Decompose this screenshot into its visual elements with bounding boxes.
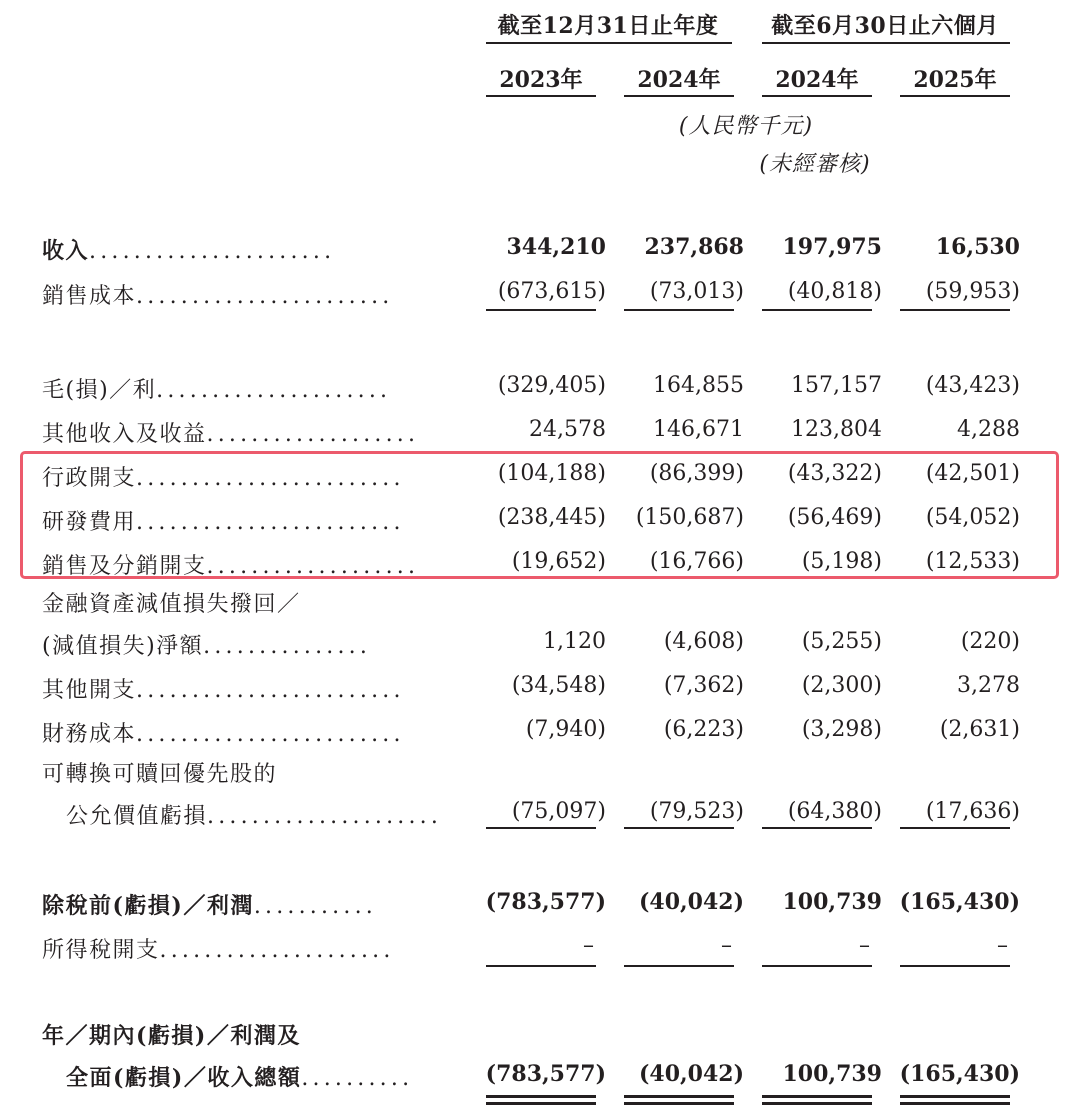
value-cell: 123,804 <box>791 417 882 442</box>
row-label <box>42 234 335 265</box>
value-cell: (783,577) <box>485 889 606 915</box>
total-double-line-a-col3 <box>762 1095 872 1098</box>
value-cell: (783,577) <box>485 1061 606 1087</box>
value-cell: (42,501) <box>925 461 1020 486</box>
row-label-text: 金融資產減值損失撥回／ <box>42 592 301 617</box>
header-year-underline-col1 <box>486 95 596 97</box>
value-cell: (2,300) <box>801 673 882 698</box>
dot-leader: ............... <box>203 634 372 659</box>
value-cell: (75,097) <box>511 799 606 824</box>
value-cell: (4,608) <box>663 629 744 654</box>
header-fiscal-year-group: 截至12月31日止年度 <box>497 13 719 39</box>
total-double-line-a-col2 <box>624 1095 734 1098</box>
row-label-text: 財務成本 <box>42 722 137 747</box>
row-label-text: 所得稅開支 <box>42 938 160 963</box>
row-label <box>42 587 301 618</box>
header-year-col3: 2024年 <box>775 67 859 93</box>
row-label-text: 年／期內(虧損)／利潤及 <box>42 1023 301 1049</box>
total-double-line-b-col3 <box>762 1102 872 1105</box>
header-half-year-underline <box>762 42 1010 44</box>
value-cell: 157,157 <box>791 373 882 398</box>
header-year-underline-col2 <box>624 95 734 97</box>
unit-note: (人民幣千元) <box>678 114 814 139</box>
value-cell: (16,766) <box>649 549 744 574</box>
row-label-text: 其他開支 <box>42 678 137 703</box>
row-label <box>42 629 371 660</box>
dot-leader: ................... <box>206 422 420 447</box>
dot-leader: ........... <box>253 894 377 919</box>
row-label-text: 收入 <box>42 238 90 264</box>
row-label <box>42 373 391 404</box>
subtotal-line-2-col2 <box>624 827 734 829</box>
subtotal-line-1-col4 <box>900 309 1010 311</box>
value-cell: (40,042) <box>638 1061 744 1087</box>
value-cell: (43,322) <box>787 461 882 486</box>
value-cell: (104,188) <box>497 461 606 486</box>
value-cell: 164,855 <box>653 373 744 398</box>
total-double-line-b-col4 <box>900 1102 1010 1105</box>
row-label-text: 銷售及分銷開支 <box>42 554 207 579</box>
value-cell: (7,940) <box>525 717 606 742</box>
row-label-text: 全面(虧損)／收入總額 <box>66 1065 302 1091</box>
value-cell: 344,210 <box>506 234 606 260</box>
row-label <box>66 1061 413 1092</box>
value-cell: (34,548) <box>511 673 606 698</box>
value-cell: (64,380) <box>787 799 882 824</box>
value-cell: (12,533) <box>925 549 1020 574</box>
dot-leader: ..................... <box>159 938 395 963</box>
row-label <box>42 461 405 492</box>
value-cell: 16,530 <box>935 234 1020 260</box>
dot-leader: ..................... <box>207 804 443 829</box>
value-cell: (165,430) <box>899 1061 1020 1087</box>
value-cell: (43,423) <box>925 373 1020 398</box>
value-cell: 197,975 <box>782 234 882 260</box>
value-cell: (6,223) <box>663 717 744 742</box>
dot-leader: ..................... <box>156 378 392 403</box>
value-cell: (54,052) <box>925 505 1020 530</box>
dot-leader: ...................... <box>89 239 336 264</box>
row-label <box>42 717 405 748</box>
value-cell: 1,120 <box>543 629 606 654</box>
value-cell: (79,523) <box>649 799 744 824</box>
subtotal-line-1-col2 <box>624 309 734 311</box>
value-cell: – <box>997 933 1008 958</box>
subtotal-line-2-col3 <box>762 827 872 829</box>
value-cell: 100,739 <box>782 1061 882 1087</box>
value-cell: 237,868 <box>644 234 744 260</box>
value-cell: (56,469) <box>787 505 882 530</box>
subtotal-line-3-col3 <box>762 965 872 967</box>
dot-leader: ................... <box>206 554 420 579</box>
value-cell: (238,445) <box>497 505 606 530</box>
row-label-text: 研發費用 <box>42 510 137 535</box>
value-cell: – <box>583 933 594 958</box>
header-fiscal-year-underline <box>486 42 732 44</box>
value-cell: 146,671 <box>653 417 744 442</box>
header-year-col2: 2024年 <box>637 67 721 93</box>
value-cell: (5,198) <box>801 549 882 574</box>
value-cell: – <box>721 933 732 958</box>
header-year-col1: 2023年 <box>499 67 583 93</box>
value-cell: (59,953) <box>925 279 1020 304</box>
dot-leader: ........................ <box>136 510 405 535</box>
row-label-text: (減值損失)淨額 <box>42 634 204 659</box>
subtotal-line-1-col3 <box>762 309 872 311</box>
value-cell: 100,739 <box>782 889 882 915</box>
value-cell: (3,298) <box>801 717 882 742</box>
row-label <box>42 417 419 448</box>
row-label <box>42 1019 301 1050</box>
value-cell: (329,405) <box>497 373 606 398</box>
header-year-underline-col4 <box>900 95 1010 97</box>
row-label-text: 除稅前(虧損)／利潤 <box>42 893 254 919</box>
header-half-year-group: 截至6月30日止六個月 <box>771 13 999 39</box>
value-cell: (2,631) <box>939 717 1020 742</box>
dot-leader: ........................ <box>136 466 405 491</box>
dot-leader: ........................ <box>136 722 405 747</box>
total-double-line-a-col4 <box>900 1095 1010 1098</box>
dot-leader: .......... <box>301 1066 414 1091</box>
value-cell: (40,042) <box>638 889 744 915</box>
row-label-text: 可轉換可贖回優先股的 <box>42 762 278 787</box>
subtotal-line-3-col4 <box>900 965 1010 967</box>
value-cell: (19,652) <box>511 549 606 574</box>
total-double-line-a-col1 <box>486 1095 596 1098</box>
header-year-underline-col3 <box>762 95 872 97</box>
value-cell: (150,687) <box>635 505 744 530</box>
value-cell: (673,615) <box>497 279 606 304</box>
total-double-line-b-col1 <box>486 1102 596 1105</box>
value-cell: 4,288 <box>957 417 1020 442</box>
row-label <box>42 673 405 704</box>
value-cell: (7,362) <box>663 673 744 698</box>
subtotal-line-2-col1 <box>486 827 596 829</box>
header-year-col4: 2025年 <box>913 67 997 93</box>
value-cell: (5,255) <box>801 629 882 654</box>
value-cell: (40,818) <box>787 279 882 304</box>
dot-leader: ....................... <box>136 284 394 309</box>
value-cell: – <box>859 933 870 958</box>
row-label <box>42 549 419 580</box>
subtotal-line-3-col2 <box>624 965 734 967</box>
value-cell: 3,278 <box>957 673 1020 698</box>
subtotal-line-2-col4 <box>900 827 1010 829</box>
value-cell: (86,399) <box>649 461 744 486</box>
row-label <box>42 889 377 920</box>
value-cell: (17,636) <box>925 799 1020 824</box>
subtotal-line-3-col1 <box>486 965 596 967</box>
unaudited-note: (未經審核) <box>759 152 871 177</box>
row-label <box>66 799 442 830</box>
dot-leader: ........................ <box>136 678 405 703</box>
row-label <box>42 933 395 964</box>
row-label-text: 行政開支 <box>42 466 137 491</box>
row-label <box>42 505 405 536</box>
row-label-text: 銷售成本 <box>42 284 137 309</box>
row-label-text: 公允價值虧損 <box>66 804 208 829</box>
value-cell: (73,013) <box>649 279 744 304</box>
row-label <box>42 757 277 788</box>
total-double-line-b-col2 <box>624 1102 734 1105</box>
row-label-text: 毛(損)／利 <box>42 378 157 403</box>
value-cell: (220) <box>960 629 1020 654</box>
value-cell: 24,578 <box>529 417 606 442</box>
value-cell: (165,430) <box>899 889 1020 915</box>
row-label-text: 其他收入及收益 <box>42 422 207 447</box>
subtotal-line-1-col1 <box>486 309 596 311</box>
row-label <box>42 279 393 310</box>
